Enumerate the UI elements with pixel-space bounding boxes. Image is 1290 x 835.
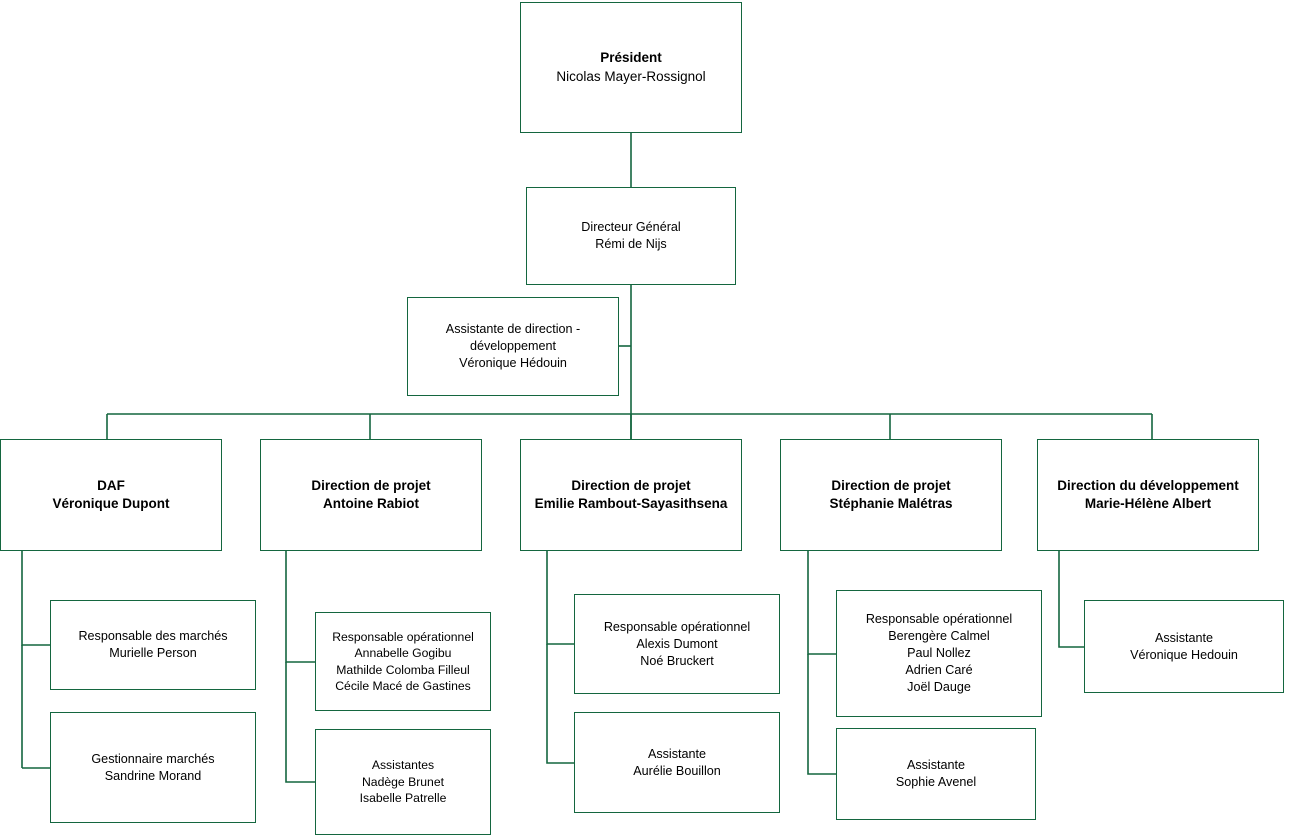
node-person: Stéphanie Malétras [829, 496, 953, 511]
node-title: Responsable opérationnel [865, 612, 1013, 626]
node-title: Directeur Général [581, 220, 681, 234]
node-title: Responsable des marchés [78, 629, 228, 643]
node-person: Véronique Hedouin [1130, 647, 1238, 662]
node-title: Responsable opérationnel [332, 629, 474, 644]
node-person: Emilie Rambout-Sayasithsena [534, 496, 728, 511]
node-assistantes-rabiot[interactable] [315, 729, 491, 835]
node-title: Direction de projet [311, 477, 431, 493]
node-person: Annabelle Gogibu [354, 646, 452, 661]
node-daf[interactable] [0, 439, 222, 551]
node-title: Gestionnaire marchés [91, 751, 215, 766]
node-title: Assistante de direction - développement [445, 322, 581, 353]
node-person: Véronique Dupont [52, 496, 170, 511]
node-person: Isabelle Patrelle [359, 791, 447, 806]
node-assistante-maletras[interactable] [836, 728, 1036, 820]
node-title: Responsable opérationnel [603, 619, 751, 634]
node-person: Nicolas Mayer-Rossignol [556, 68, 706, 84]
node-title: Président [600, 50, 662, 66]
node-person: Véronique Hédouin [459, 356, 567, 370]
node-person: Sandrine Morand [104, 768, 202, 783]
node-title: Assistante [1154, 630, 1214, 645]
node-responsable-operationnel-maletras[interactable] [836, 590, 1042, 717]
node-person: Noé Bruckert [640, 653, 714, 668]
node-title: Direction de projet [831, 477, 951, 493]
node-person: Mathilde Colomba Filleul [336, 662, 470, 677]
node-person: Aurélie Bouillon [633, 763, 721, 778]
node-direction-projet-rambout[interactable] [520, 439, 742, 551]
node-person: Antoine Rabiot [323, 496, 419, 511]
node-person: Murielle Person [109, 646, 197, 660]
node-responsable-marches[interactable] [50, 600, 256, 690]
node-person: Sophie Avenel [895, 775, 977, 789]
node-title: Assistante [906, 758, 966, 772]
node-direction-projet-maletras[interactable] [780, 439, 1002, 551]
node-person: Berengère Calmel [888, 629, 990, 643]
node-person: Paul Nollez [907, 646, 971, 660]
node-assistante-developpement[interactable] [1084, 600, 1284, 693]
node-responsable-operationnel-rabiot[interactable] [315, 612, 491, 711]
node-person: Adrien Caré [905, 663, 973, 677]
node-person: Joël Dauge [907, 680, 971, 694]
node-title: Direction du développement [1057, 477, 1239, 493]
node-person: Rémi de Nijs [595, 237, 667, 251]
node-person: Alexis Dumont [636, 636, 718, 651]
node-direction-projet-rabiot[interactable] [260, 439, 482, 551]
node-title: Assistantes [371, 758, 435, 773]
node-assistante-direction[interactable] [407, 297, 619, 396]
node-responsable-operationnel-rambout[interactable] [574, 594, 780, 694]
node-directeur-general[interactable] [526, 187, 736, 285]
node-president[interactable] [520, 2, 742, 133]
node-assistante-rambout[interactable] [574, 712, 780, 813]
node-person: Cécile Macé de Gastines [335, 678, 471, 693]
node-person: Marie-Hélène Albert [1084, 496, 1212, 511]
node-title: DAF [97, 477, 125, 493]
node-title: Direction de projet [571, 477, 691, 493]
node-person: Nadège Brunet [362, 774, 444, 789]
node-direction-developpement[interactable] [1037, 439, 1259, 551]
node-title: Assistante [647, 746, 707, 761]
node-gestionnaire-marches[interactable] [50, 712, 256, 823]
